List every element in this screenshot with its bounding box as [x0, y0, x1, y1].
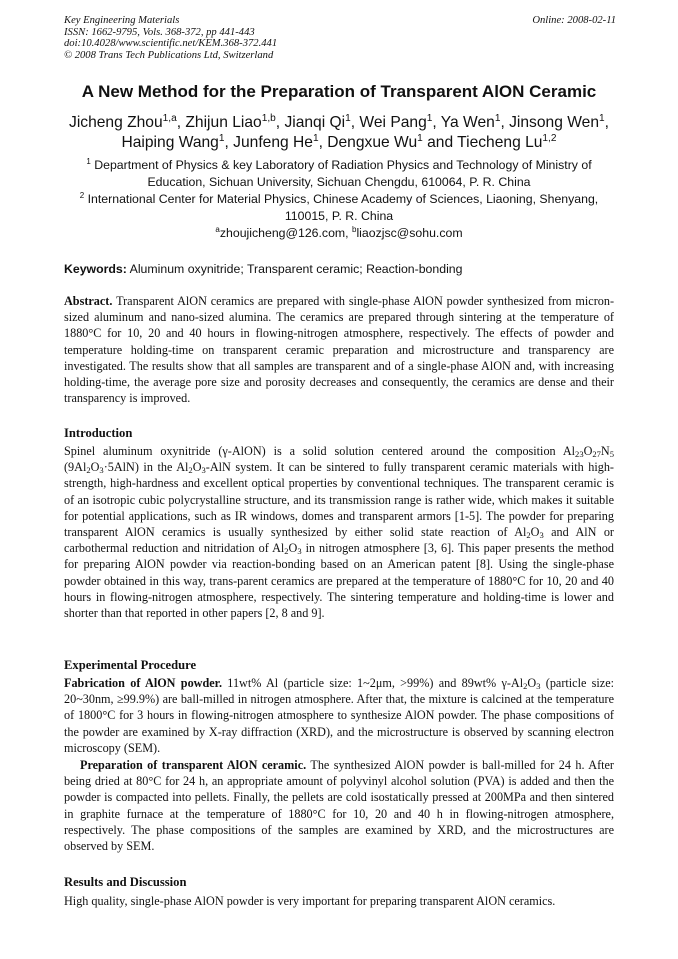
journal-copyright: © 2008 Trans Tech Publications Ltd, Switzerland	[64, 50, 274, 62]
author-list: Jicheng Zhou$^{1,a}$, Zhijun Liao$^{1,b}$, Jianqi Qi$^1$, Wei Pang$^1$, Ya Wen$^1$, Jinsong Wen$^1$, Haiping Wang$^1$, Junfeng He$^1$, Dengxue Wu$^1$ and Tiecheng Lu$^{1,2}$	[69, 112, 609, 151]
affiliation-mark: 2	[79, 191, 85, 201]
subsection-label: Fabrication of AlON powder.	[64, 676, 222, 690]
author-name: Haiping Wang	[121, 134, 219, 151]
affiliation-text: Department of Physics & key Laboratory of Radiation Physics and Technology of Ministry of Education, Sichuan University, Sichuan Chengdu, 610064, P. R. China	[94, 158, 592, 189]
online-date: Online: 2008-02-11	[532, 15, 616, 26]
author-affiliation-mark: 1,a	[162, 112, 177, 124]
author-name: Jicheng Zhou	[69, 114, 163, 131]
abstract-text: Transparent AlON ceramics are prepared with single-phase AlON powder synthesized from micron-sized aluminum and nano-sized alumina. The ceramics are prepared through sintering at the temperature of 1880°C for 10, 20 and 40 hours in flowing-nitrogen atmosphere, respectively. The effects of powder and temperature holding-time on transparent ceramic preparation and microstructure and transparency are investigated. The results show that all samples are transparent and of a single-phase AlON and, with increasing holding-time, the average pore size and porosity decreases and consequently, the ceramics are dense and their transparency is improved.	[64, 294, 615, 406]
affiliation-text: International Center for Material Physics, Chinese Academy of Sciences, Liaoning, Shenyang, 110015, P. R. China	[87, 192, 599, 223]
section-heading-results: Results and Discussion	[64, 875, 187, 889]
author-affiliation-mark: 1	[426, 112, 433, 124]
affiliation-mark: 1	[86, 157, 91, 167]
introduction-paragraph: Spinel aluminum oxynitride (γ-AlON) is a solid solution centered around the composition $Al_{23}O_{27}N_5$ $(9Al_2O_3\cdot 5AlN)$ in the $Al_2O_3$-AlN system. It can be sintered to fully transparent ceramic materials with high-strength, high-hardness and excellent optical properties by conventional techniques. The transparent ceramic is of an isotropic cubic polycrystalline structure, and its transmission range is rather wide, which makes it suitable for potential applications, such as IR windows, domes and transparent armors [1-5]. The powder for preparing transparent AlON ceramics is usually synthesized by either solid state reaction of $Al_2O_3$ and AlN or carbothermal reduction and nitridation of $Al_2O_3$ in nitrogen atmosphere [3, 6]. This paper presents the method for preparing AlON powder via reaction-bonding based on an American patent [8]. Using the single-phase powder obtained in this way, trans-parent ceramics are prepared at the temperature of 1880°C for 10, 20 and 40 hours in flowing-nitrogen atmosphere, respectively. The sintering temperature and holding-time is lower and shorter than that reported in other papers [2, 8 and 9].	[64, 444, 614, 621]
abstract-label: Abstract.	[64, 294, 113, 308]
author-name: Wei Pang	[359, 114, 427, 131]
results-paragraph: High quality, single-phase AlON powder is very important for preparing transparent AlON ceramics.	[64, 894, 556, 908]
author-affiliation-mark: 1	[599, 112, 605, 124]
author-name: Zhijun Liao	[185, 114, 262, 131]
experimental-paragraph-2: Preparation of transparent AlON ceramic. The synthesized AlON powder is ball-milled for 24 h. After being dried at 80°C for 24 h, an appropriate amount of polyvinyl alcohol solution (PVA) is added and then the powder is compacted into pellets. Finally, the pellets are cold isostatically pressed at 200MPa and then sintered in graphite furnace at the temperature of 1880°C for 10, 20 and 40 h in flowing-nitrogen atmosphere, respectively. The phase compositions of the samples are examined by XRD, and the microstructures are observed by SEM.	[64, 758, 614, 854]
journal-name: Key Engineering Materials	[64, 15, 180, 26]
author-affiliation-mark: 1,b	[261, 112, 276, 124]
author-affiliation-mark: 1	[494, 112, 501, 124]
affiliation-2	[60, 191, 618, 224]
journal-issn: ISSN: 1662-9795, Vols. 368-372, pp 441-443	[64, 26, 255, 38]
keywords	[64, 261, 616, 277]
experimental-paragraph-1: Fabrication of AlON powder. 11wt% Al (particle size: 1~2μm, >99%) and 89wt% $\gamma-Al_2O_3$ (particle size: 20~30nm, ≥99.9%) are ball-milled in nitrogen atmosphere. After that, the mixture is calcined at the temperature of 1800°C for 3 hours in flowing-nitrogen atmosphere to synthesize AlON powder. The phase compositions of the powder are examined by X-ray diffraction (XRD), and the microstructure is observed by scanning electron microscopy (SEM).	[64, 676, 615, 755]
paper-title: A New Method for the Preparation of Transparent AlON Ceramic	[81, 82, 597, 101]
author-name: Jianqi Qi	[284, 114, 346, 131]
author-affiliation-mark: 1	[345, 112, 351, 124]
journal-doi: doi:10.4028/www.scientific.net/KEM.368-372.441	[64, 38, 278, 50]
subsection-label: Preparation of transparent AlON ceramic.	[80, 758, 307, 772]
email-address[interactable]: zhoujicheng@126.com	[219, 226, 346, 240]
keywords-label: Keywords:	[64, 262, 127, 276]
author-name: Dengxue Wu	[327, 134, 418, 151]
author-affiliation-mark: 1	[312, 132, 319, 144]
journal-header	[64, 15, 616, 62]
author-name: Junfeng He	[233, 134, 313, 151]
affiliation-1	[60, 157, 618, 190]
author-affiliation-mark: 1	[218, 132, 225, 144]
author-affiliation-mark: 1	[417, 132, 423, 144]
section-heading-experimental: Experimental Procedure	[64, 658, 197, 672]
author-name: Tiecheng Lu	[457, 134, 543, 151]
author-name: Ya Wen	[440, 114, 495, 131]
author-emails: $^a$zhoujicheng@126.com, $^b$liaozjsc@sohu.com	[215, 225, 463, 240]
abstract	[64, 293, 614, 406]
author-name: Jinsong Wen	[509, 114, 599, 131]
keywords-text: Aluminum oxynitride; Transparent ceramic; Reaction-bonding	[129, 262, 463, 276]
section-heading-introduction: Introduction	[64, 426, 133, 440]
email-mark: a	[215, 225, 220, 235]
author-affiliation-mark: 1,2	[542, 132, 557, 144]
email-address[interactable]: liaozjsc@sohu.com	[356, 226, 463, 240]
email-mark: b	[352, 225, 357, 235]
